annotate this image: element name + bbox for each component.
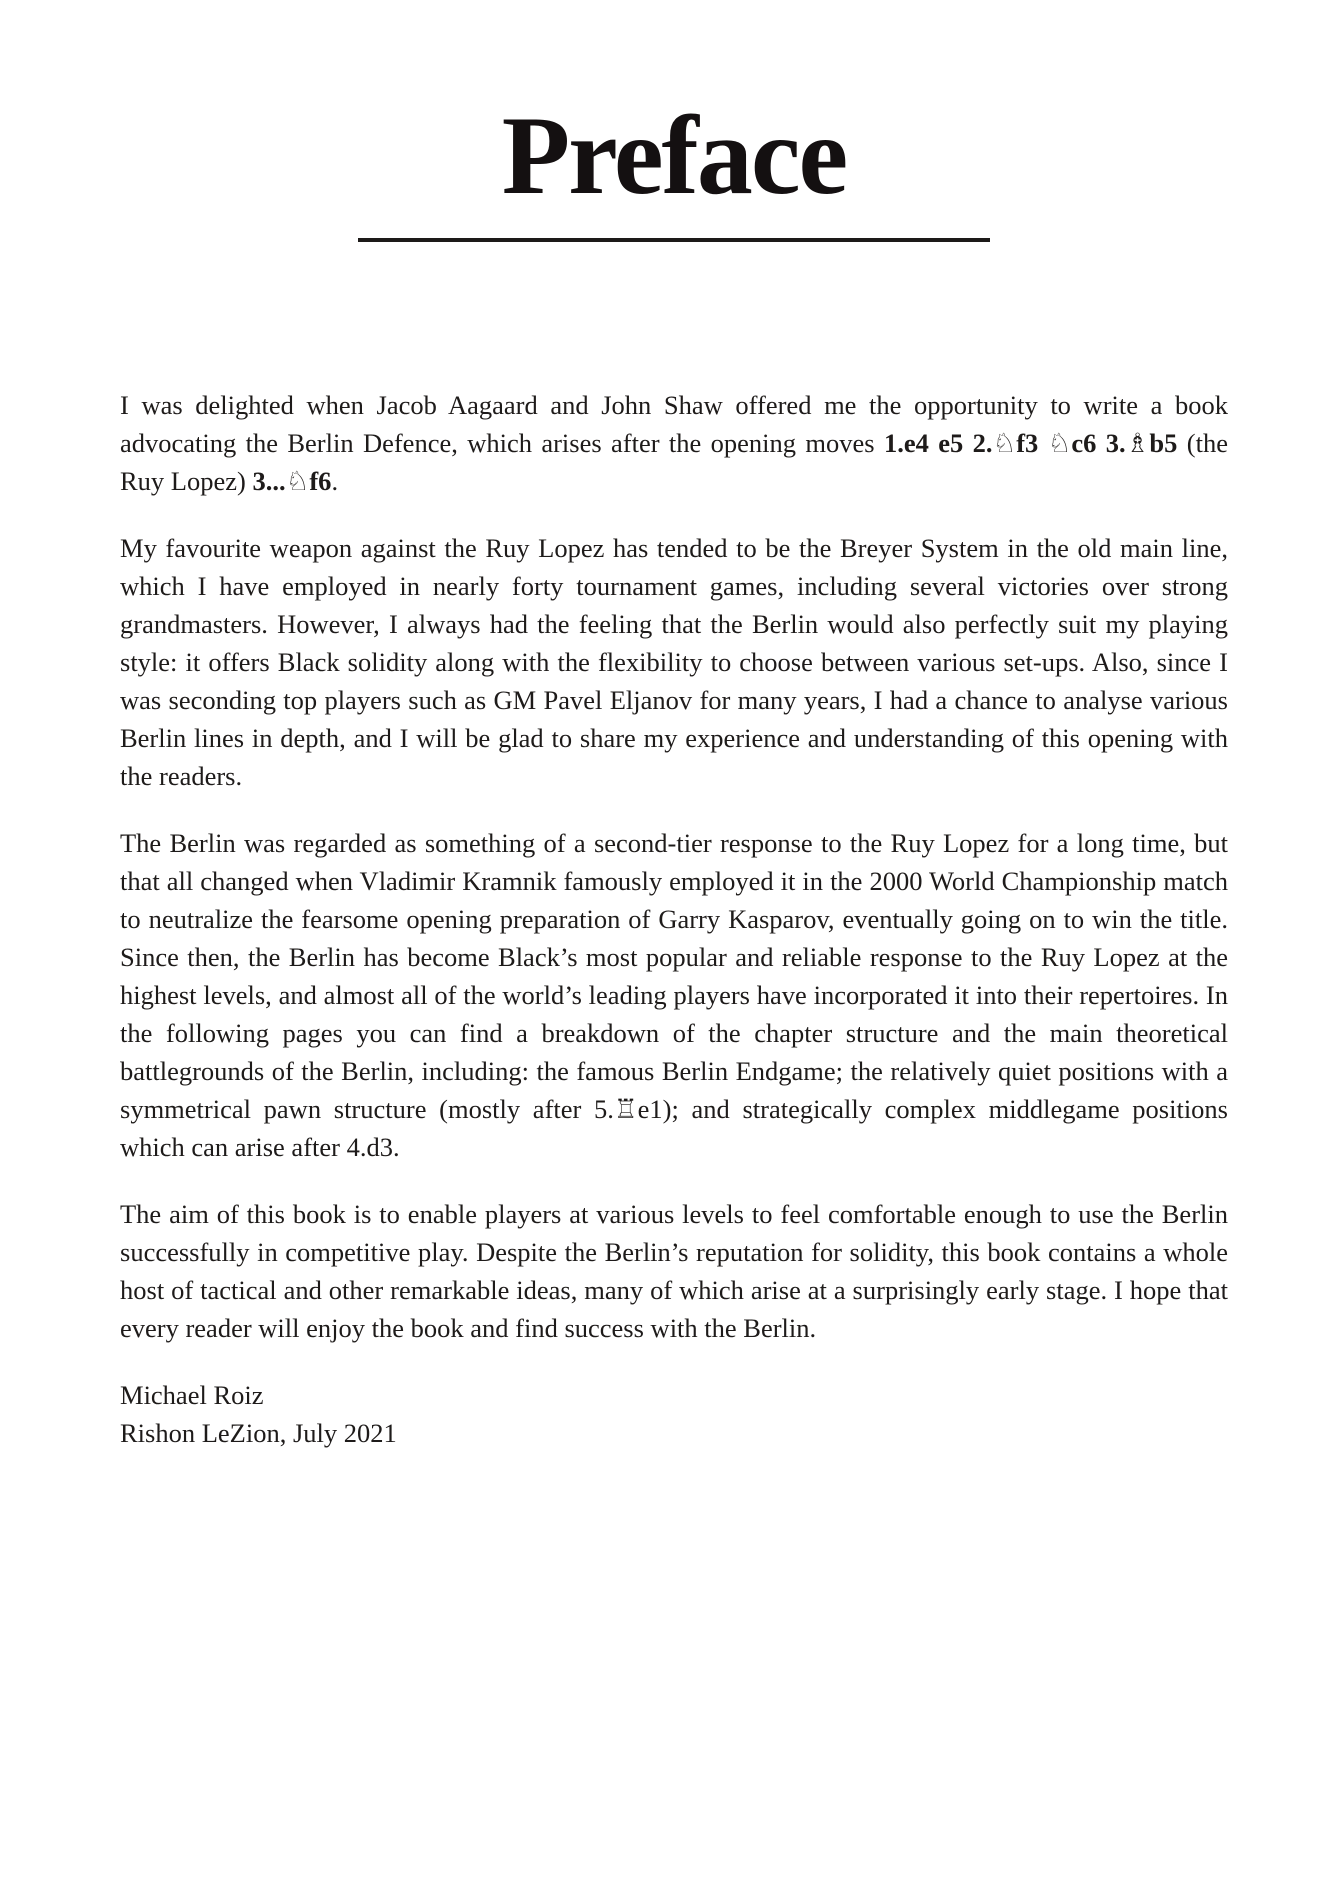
signature-block [120, 1376, 1228, 1452]
chess-moves-bold: 1.e4 e5 2.♘f3 ♘c6 3.♗b5 [883, 428, 1178, 458]
signature-place-date: Rishon LeZion, July 2021 [120, 1418, 397, 1448]
signature-name: Michael Roiz [120, 1380, 264, 1410]
preface-body [120, 386, 1228, 1452]
preface-paragraph-1 [120, 386, 1228, 500]
paragraph-text: I was delighted when Jacob Aagaard and John Shaw offered me the opportunity to write a book advocating the Berlin Defence, which arises after the opening moves [120, 390, 1228, 458]
preface-paragraph-3: The Berlin was regarded as something of a second-tier response to the Ruy Lopez for a long time, but that all changed when Vladimir Kramnik famously employed it in the 2000 World Championship match to neutralize the fearsome opening preparation of Garry Kasparov, eventually going on to win the title. Since then, the Berlin has become Black’s most popular and reliable response to the Ruy Lopez at the highest levels, and almost all of the world’s leading players have incorporated it into their repertoires. In the following pages you can find a breakdown of the chapter structure and the main theoretical battlegrounds of the Berlin, including: the famous Berlin Endgame; the relatively quiet positions with a symmetrical pawn structure (mostly after 5.♖e1); and strategically complex middlegame positions which can arise after 4.d3. [120, 828, 1228, 1162]
page-title: Preface [501, 94, 847, 218]
preface-paragraph-4: The aim of this book is to enable players at various levels to feel comfortable enough to use the Berlin successfully in competitive play. Despite the Berlin’s reputation for solidity, this book contains a whole host of tactical and other remarkable ideas, many of which arise at a surprisingly early stage. I hope that every reader will enjoy the book and find success with the Berlin. [120, 1199, 1228, 1343]
paragraph-text: . [331, 466, 339, 496]
preface-paragraph-2: My favourite weapon against the Ruy Lopez has tended to be the Breyer System in the old main line, which I have employed in nearly forty tournament games, including several victories over strong grandmasters. However, I always had the feeling that the Berlin would also perfectly suit my playing style: it offers Black solidity along with the flexibility to choose between various set-ups. Also, since I was seconding top players such as GM Pavel Eljanov for many years, I had a chance to analyse various Berlin lines in depth, and I will be glad to share my experience and understanding of this opening with the readers. [120, 533, 1228, 791]
title-rule [358, 238, 990, 242]
chess-move-bold: 3...♘f6 [252, 466, 332, 496]
paragraph-text: (the Ruy Lopez) [120, 428, 1228, 496]
chapter-heading [120, 0, 1228, 242]
